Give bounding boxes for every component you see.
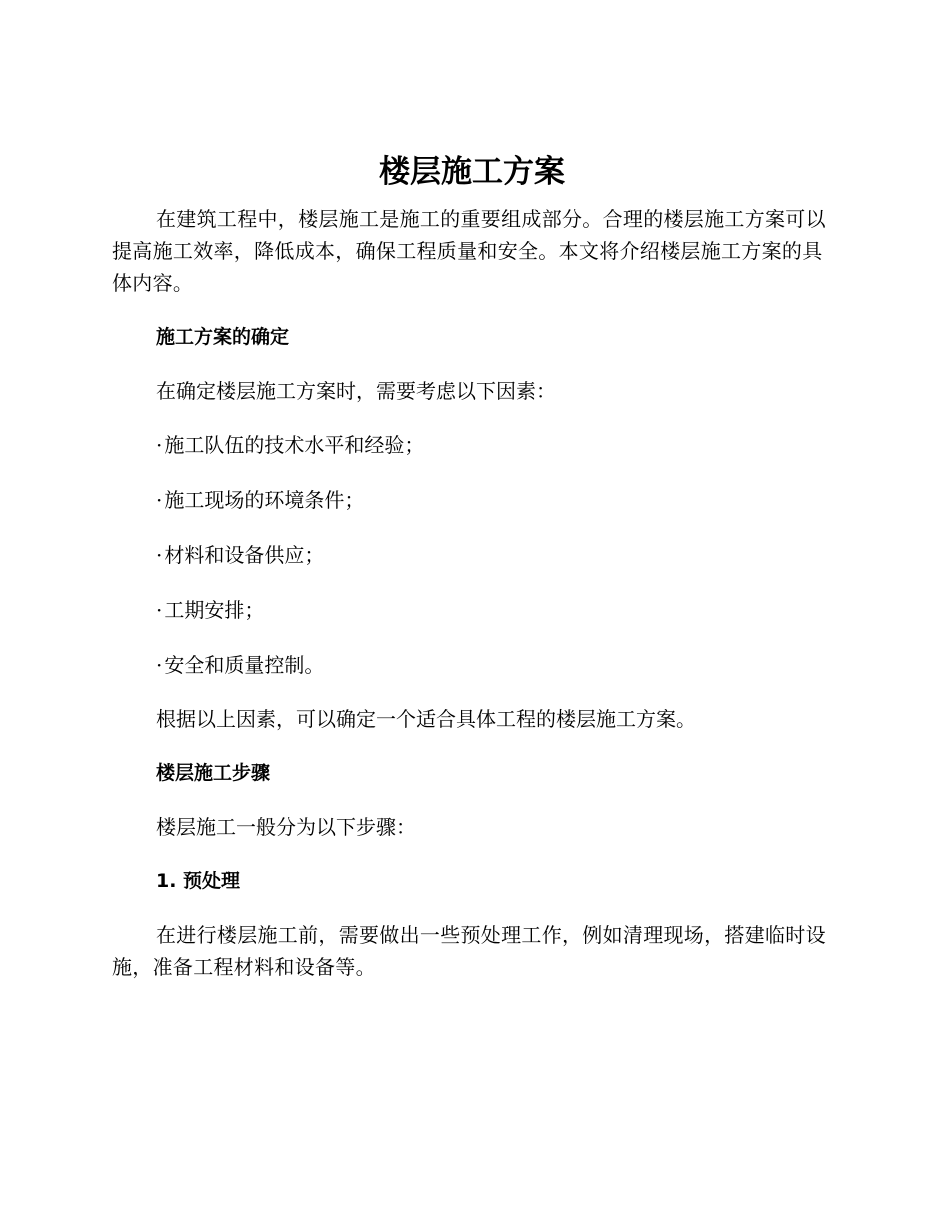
list-item: · 施工现场的环境条件； [156,488,365,512]
document-title: 楼层施工方案 [379,154,565,190]
list-item: · 材料和设备供应； [156,543,325,567]
bullet-icon: · [156,433,163,457]
bullet-icon: · [156,598,163,622]
section-heading-steps: 楼层施工步骤 [156,762,271,784]
bullet-icon: · [156,653,163,677]
section-lead-steps: 楼层施工一般分为以下步骤： [156,815,416,839]
document-page [112,150,832,983]
list-item: · 安全和质量控制。 [156,653,325,677]
section-heading-plan: 施工方案的确定 [156,326,290,348]
step-heading-preprocess: 1. 预处理 [156,870,241,892]
bullet-icon: · [156,543,163,567]
list-item: · 工期安排； [156,598,265,622]
step-paragraph-preprocess: 在进行楼层施工前，需要做出一些预处理工作，例如清理现场，搭建临时设施，准备工程材料和设备等。 [112,923,826,979]
section-lead-factors: 在确定楼层施工方案时，需要考虑以下因素： [156,379,556,403]
list-item: · 施工队伍的技术水平和经验； [156,433,425,457]
factor-list [112,429,832,681]
bullet-icon: · [156,488,163,512]
intro-paragraph: 在建筑工程中，楼层施工是施工的重要组成部分。合理的楼层施工方案可以提高施工效率，降低成本，确保工程质量和安全。本文将介绍楼层施工方案的具体内容。 [112,207,826,295]
section-conclusion: 根据以上因素，可以确定一个适合具体工程的楼层施工方案。 [156,707,696,731]
